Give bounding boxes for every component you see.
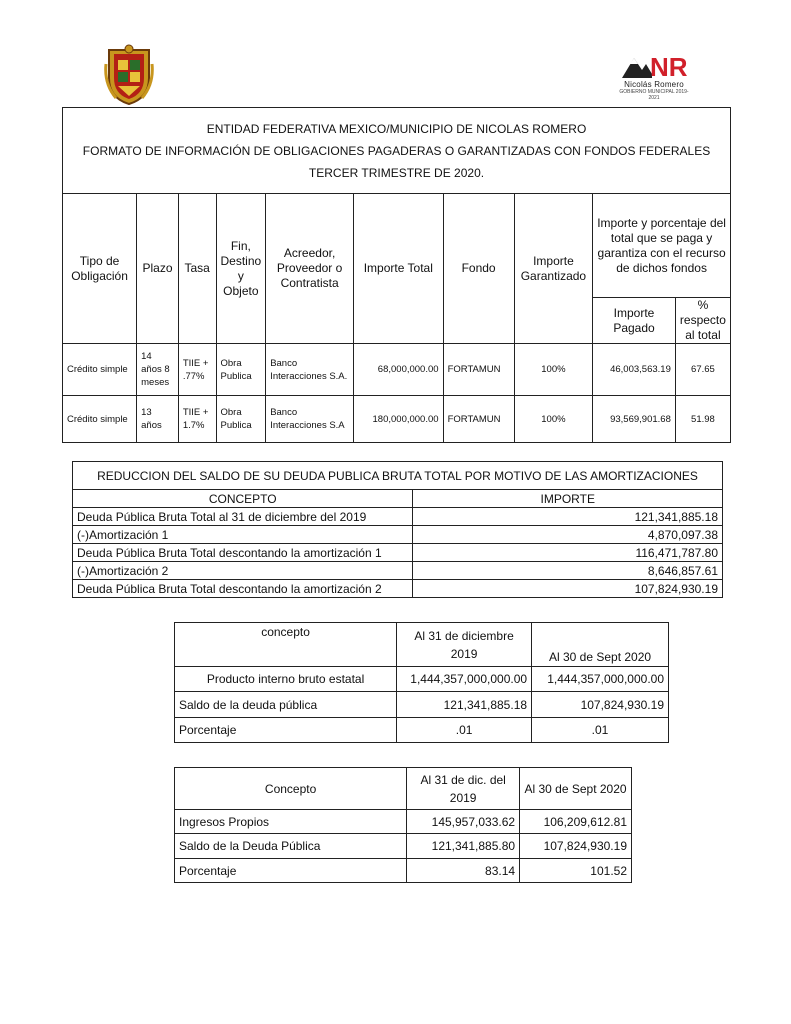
nicolas-romero-logo xyxy=(618,50,690,106)
cell-2020: .01 xyxy=(532,718,669,743)
cell-2020: 107,824,930.19 xyxy=(520,834,632,859)
table-row xyxy=(175,810,632,834)
col-acreedor: Acreedor, Proveedor o Contratista xyxy=(266,194,354,344)
pib-debt-table xyxy=(174,622,669,743)
table-row xyxy=(73,580,723,598)
table-row xyxy=(175,859,632,883)
cell-2019: 121,341,885.18 xyxy=(397,692,532,718)
coat-of-arms-logo xyxy=(104,44,154,106)
cell-concepto: (-)Amortización 1 xyxy=(73,526,413,544)
cell-concepto: Saldo de la deuda pública xyxy=(175,692,397,718)
cell-importe: 8,646,857.61 xyxy=(413,562,723,580)
col-porcentaje-total: % respecto al total xyxy=(675,298,730,344)
cell-concepto: Deuda Pública Bruta Total descontando la amortización 1 xyxy=(73,544,413,562)
cell-concepto: Deuda Pública Bruta Total descontando la amortización 2 xyxy=(73,580,413,598)
table-row xyxy=(73,544,723,562)
cell-tipo: Crédito simple xyxy=(63,396,137,443)
cell-pagado: 93,569,901.68 xyxy=(593,396,676,443)
obligations-table xyxy=(62,107,731,443)
cell-tipo: Crédito simple xyxy=(63,344,137,396)
cell-fondo: FORTAMUN xyxy=(443,396,514,443)
cell-importe-total: 180,000,000.00 xyxy=(354,396,444,443)
col-importe-garantizado: Importe Garantizado xyxy=(514,194,593,344)
cell-fin: Obra Publica xyxy=(216,396,266,443)
report-entity-title: ENTIDAD FEDERATIVA MEXICO/MUNICIPIO DE NICOLAS ROMERO xyxy=(206,121,587,136)
cell-pagado: 46,003,563.19 xyxy=(593,344,676,396)
col-concepto: concepto xyxy=(175,623,397,667)
cell-2020: 107,824,930.19 xyxy=(532,692,669,718)
cell-2019: 121,341,885.80 xyxy=(407,834,520,859)
cell-porcentaje: 51.98 xyxy=(675,396,730,443)
cell-tasa: TIIE + .77% xyxy=(178,344,216,396)
cell-garantizado: 100% xyxy=(514,344,593,396)
cell-2020: 101.52 xyxy=(520,859,632,883)
cell-fondo: FORTAMUN xyxy=(443,344,514,396)
table-row xyxy=(63,396,731,443)
cell-garantizado: 100% xyxy=(514,396,593,443)
cell-importe-total: 68,000,000.00 xyxy=(354,344,444,396)
col-plazo: Plazo xyxy=(137,194,179,344)
table-row xyxy=(175,667,669,692)
cell-plazo: 13 años xyxy=(137,396,179,443)
col-2019: Al 31 de diciembre 2019 xyxy=(397,623,532,667)
cell-importe: 107,824,930.19 xyxy=(413,580,723,598)
nr-logo-mark xyxy=(618,50,690,80)
nr-logo-tag: GOBIERNO MUNICIPAL 2019-2021 xyxy=(619,89,689,101)
cell-acreedor: Banco Interacciones S.A xyxy=(266,396,354,443)
cell-importe: 4,870,097.38 xyxy=(413,526,723,544)
cell-porcentaje: 67.65 xyxy=(675,344,730,396)
nr-logo-text: NR xyxy=(650,52,688,80)
cell-importe: 116,471,787.80 xyxy=(413,544,723,562)
cell-concepto: Ingresos Propios xyxy=(175,810,407,834)
col-concepto: CONCEPTO xyxy=(73,490,413,508)
cell-2019: .01 xyxy=(397,718,532,743)
table-row xyxy=(73,562,723,580)
col-2020: Al 30 de Sept 2020 xyxy=(532,623,669,667)
cell-2020: 106,209,612.81 xyxy=(520,810,632,834)
debt-reduction-table xyxy=(72,461,723,598)
cell-concepto: Porcentaje xyxy=(175,859,407,883)
cell-concepto: Saldo de la Deuda Pública xyxy=(175,834,407,859)
cell-importe: 121,341,885.18 xyxy=(413,508,723,526)
cell-tasa: TIIE + 1.7% xyxy=(178,396,216,443)
report-format-title: FORMATO DE INFORMACIÓN DE OBLIGACIONES PAGADERAS O GARANTIZADAS CON FONDOS FEDERALES xyxy=(82,143,711,158)
ingresos-debt-table xyxy=(174,767,632,883)
nr-logo-name: Nicolás Romero xyxy=(624,80,684,89)
cell-2020: 1,444,357,000,000.00 xyxy=(532,667,669,692)
col-importe-pagado: Importe Pagado xyxy=(593,298,676,344)
col-tasa: Tasa xyxy=(178,194,216,344)
table-row xyxy=(175,718,669,743)
table-row xyxy=(63,344,731,396)
table-row xyxy=(175,692,669,718)
cell-concepto: Porcentaje xyxy=(175,718,397,743)
col-2020: Al 30 de Sept 2020 xyxy=(520,768,632,810)
cell-concepto: (-)Amortización 2 xyxy=(73,562,413,580)
col-concepto: Concepto xyxy=(175,768,407,810)
cell-concepto: Deuda Pública Bruta Total al 31 de diciembre del 2019 xyxy=(73,508,413,526)
col-2019: Al 31 de dic. del 2019 xyxy=(407,768,520,810)
table-row xyxy=(175,834,632,859)
col-importe: IMPORTE xyxy=(413,490,723,508)
report-period: TERCER TRIMESTRE DE 2020. xyxy=(308,165,485,180)
cell-concepto: Producto interno bruto estatal xyxy=(175,667,397,692)
col-fondo: Fondo xyxy=(443,194,514,344)
cell-plazo: 14 años 8 meses xyxy=(137,344,179,396)
cell-fin: Obra Publica xyxy=(216,344,266,396)
cell-2019: 1,444,357,000,000.00 xyxy=(397,667,532,692)
cell-acreedor: Banco Interacciones S.A. xyxy=(266,344,354,396)
col-importe-total: Importe Total xyxy=(354,194,444,344)
col-group-importe-porcentaje: Importe y porcentaje del total que se paga y garantiza con el recurso de dichos fondos xyxy=(593,194,731,298)
table-row xyxy=(73,508,723,526)
report-header xyxy=(63,108,731,194)
col-fin-destino: Fin, Destino y Objeto xyxy=(216,194,266,344)
col-tipo-obligacion: Tipo de Obligación xyxy=(63,194,137,344)
cell-2019: 145,957,033.62 xyxy=(407,810,520,834)
table-row xyxy=(73,526,723,544)
debt-reduction-title: REDUCCION DEL SALDO DE SU DEUDA PUBLICA BRUTA TOTAL POR MOTIVO DE LAS AMORTIZACIONES xyxy=(73,462,723,490)
cell-2019: 83.14 xyxy=(407,859,520,883)
